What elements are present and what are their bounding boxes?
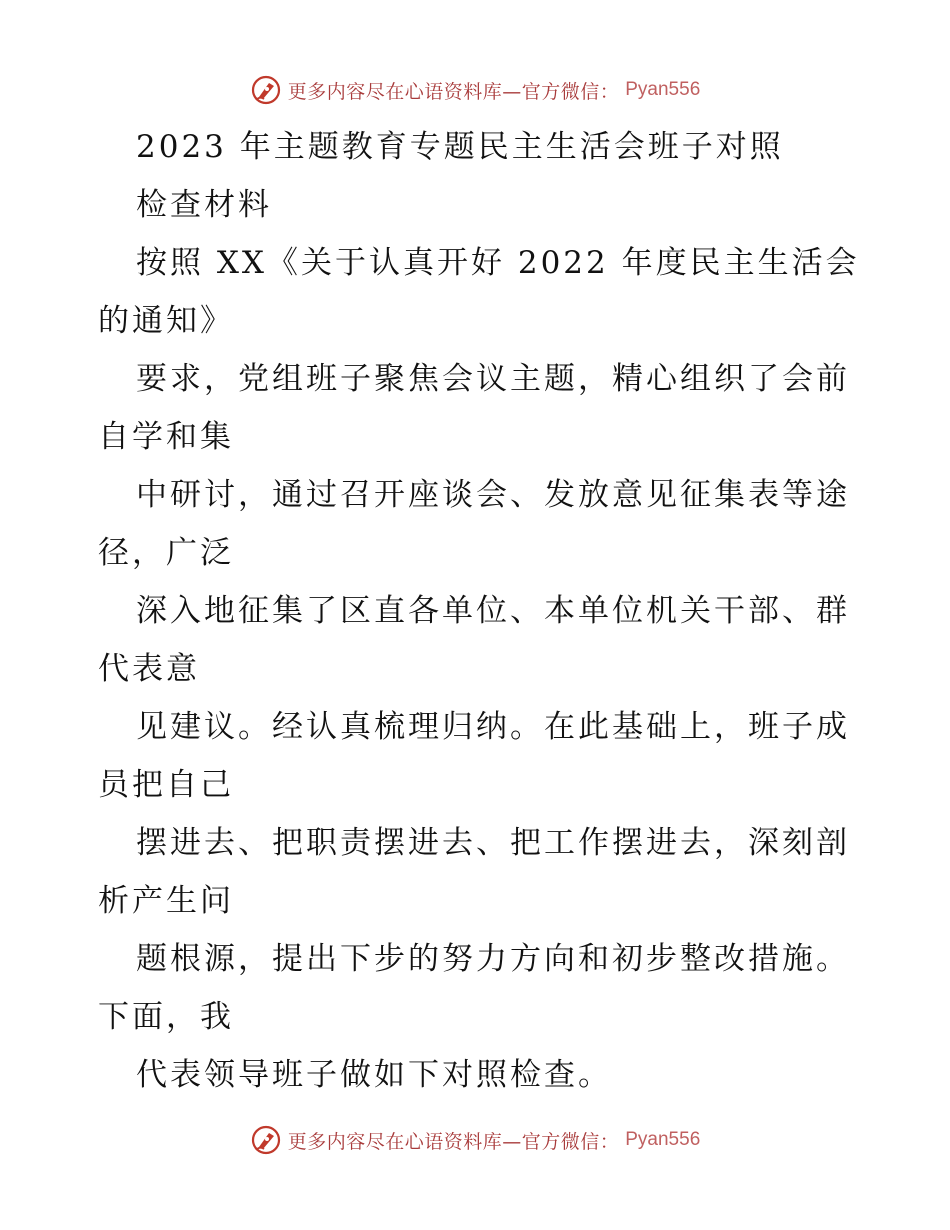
banner-text: 更多内容尽在心语资料库—官方微信： bbox=[287, 1130, 620, 1153]
pen-nib-logo-icon bbox=[250, 74, 282, 106]
banner-text: 更多内容尽在心语资料库—官方微信： bbox=[287, 80, 620, 103]
paragraph-line: 的通知》 bbox=[98, 303, 234, 339]
title-line-1: 2023 年主题教育专题民主生活会班子对照 bbox=[136, 129, 784, 165]
paragraph-line: 中研讨，通过召开座谈会、发放意见征集表等途 bbox=[136, 477, 850, 513]
paragraph-line: 下面，我 bbox=[98, 999, 234, 1035]
paragraph-line: 摆进去、把职责摆进去、把工作摆进去，深刻剖 bbox=[136, 825, 850, 861]
title-line-2: 检查材料 bbox=[136, 187, 272, 223]
header-banner bbox=[0, 70, 950, 110]
paragraph-line: 题根源，提出下步的努力方向和初步整改措施。 bbox=[136, 941, 850, 977]
wechat-id: Pyan556 bbox=[625, 79, 701, 100]
paragraph-line: 代表意 bbox=[98, 651, 200, 687]
paragraph-line: 深入地征集了区直各单位、本单位机关干部、群 bbox=[136, 593, 850, 629]
paragraph-line: 析产生问 bbox=[98, 883, 234, 919]
footer-banner bbox=[0, 1120, 950, 1160]
paragraph-line: 代表领导班子做如下对照检查。 bbox=[136, 1057, 612, 1093]
paragraph-line: 员把自己 bbox=[98, 767, 234, 803]
paragraph-line: 见建议。经认真梳理归纳。在此基础上，班子成 bbox=[136, 709, 850, 745]
paragraph-line: 按照 XX《关于认真开好 2022 年度民主生活会 bbox=[136, 245, 860, 281]
document-body bbox=[98, 118, 858, 1104]
paragraph-line: 径，广泛 bbox=[98, 535, 234, 571]
wechat-id: Pyan556 bbox=[625, 1129, 701, 1150]
paragraph-line: 要求，党组班子聚焦会议主题，精心组织了会前 bbox=[136, 361, 850, 397]
pen-nib-logo-icon bbox=[250, 1124, 282, 1156]
paragraph-line: 自学和集 bbox=[98, 419, 234, 455]
